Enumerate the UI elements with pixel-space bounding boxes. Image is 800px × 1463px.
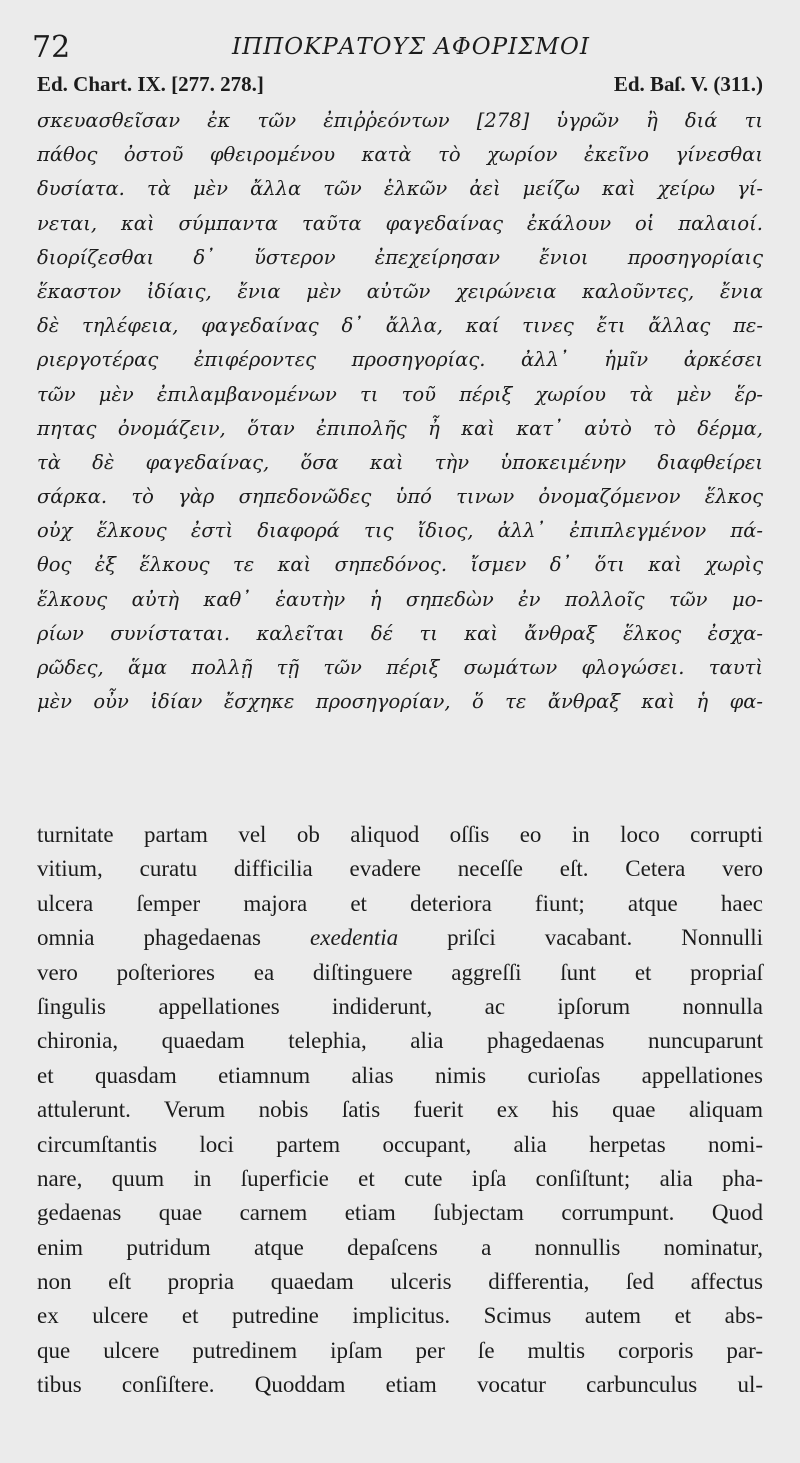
latin-text-line [37, 990, 763, 1024]
greek-text-line: πητας ὀνομάζειν, ὅταν ἐπιπολῆς ἦ καὶ κατ᾽ αὐτὸ τὸ δέρμα, [37, 416, 763, 440]
greek-text-line: ρίων συνίσταται. καλεῖται δέ τι καὶ ἄνθραξ ἕλκος ἐσχα- [37, 621, 763, 645]
greek-text-line: ἕκαστον ἰδίαις, ἔνια μὲν αὐτῶν χειρώνεια καλοῦντες, ἔνια [37, 279, 763, 303]
latin-text-span: omnia phagedaenas [37, 925, 311, 951]
latin-text-line [37, 852, 763, 886]
latin-text-line [37, 1162, 763, 1196]
greek-text-line: δυσίατα. τὰ μὲν ἄλλα τῶν ἑλκῶν ἀεὶ μείζω καὶ χείρω γί- [37, 177, 763, 201]
latin-text-span: gedaenas quae carnem etiam ſubjectam corrumpunt. Quod [37, 1200, 763, 1226]
latin-text-span: ex ulcere et putredine implicitus. Scimus autem et abs- [37, 1303, 763, 1329]
latin-text-line [37, 1093, 763, 1127]
greek-text-line: μὲν οὖν ἰδίαν ἔσχηκε προσηγορίαν, ὅ τε ἄνθραξ καὶ ἡ φα- [37, 690, 763, 714]
latin-text-span: non eſt propria quaedam ulceris differentia, ſed affectus [37, 1269, 763, 1295]
edition-chartier-ref: Ed. Chart. IX. [277. 278.] [37, 72, 264, 96]
greek-text-line: τῶν μὲν ἐπιλαμβανομένων τι τοῦ πέριξ χωρίου τὰ μὲν ἕρ- [37, 382, 763, 406]
greek-text-line: οὐχ ἕλκους ἐστὶ διαφορά τις ἴδιος, ἀλλ᾽ ἐπιπλεγμένον πά- [37, 519, 763, 543]
latin-text-span: tibus conſiſtere. Quoddam etiam vocatur carbunculus ul- [37, 1372, 763, 1398]
edition-reference-row [37, 72, 763, 102]
greek-text-line: δὲ τηλέφεια, φαγεδαίνας δ᾽ ἄλλα, καί τινες ἔτι ἄλλας πε- [37, 314, 763, 338]
latin-text-span: chironia, quaedam telephia, alia phagedaenas nuncuparunt [37, 1028, 763, 1054]
greek-text-line: διορίζεσθαι δ᾽ ὕστερον ἐπεχείρησαν ἔνιοι προσηγορίαις [37, 245, 763, 269]
latin-text-line [37, 1059, 763, 1093]
latin-text-block [37, 818, 763, 1403]
latin-text-span: nare, quum in ſuperficie et cute ipſa conſiſtunt; alia pha- [37, 1165, 763, 1191]
running-title: ΙΠΠΟΚΡΑΤΟΥΣ ΑΦΟΡΙΣΜΟΙ [232, 34, 590, 60]
greek-text-line: θος ἐξ ἕλκους τε καὶ σηπεδόνος. ἴσμεν δ᾽ ὅτι καὶ χωρὶς [37, 553, 763, 577]
latin-text-span: ulcera ſemper majora et deteriora fiunt; atque haec [37, 890, 763, 916]
italic-term: exedentia [310, 925, 399, 951]
latin-text-line [37, 1196, 763, 1230]
greek-text-block [37, 104, 763, 719]
greek-text-line: ριεργοτέρας ἐπιφέροντες προσηγορίας. ἀλλ᾽ ἡμῖν ἀρκέσει [37, 348, 763, 372]
latin-text-span: attulerunt. Verum nobis ſatis fuerit ex his quae aliquam [37, 1097, 763, 1123]
latin-text-line [37, 1024, 763, 1058]
greek-text-line: σάρκα. τὸ γὰρ σηπεδονῶδες ὑπό τινων ὀνομαζόμενον ἕλκος [37, 485, 763, 509]
latin-text-span: et quasdam etiamnum alias nimis curioſas appellationes [37, 1062, 763, 1088]
page-number: 72 [32, 30, 71, 65]
greek-text-line: ρῶδες, ἅμα πολλῇ τῇ τῶν πέριξ σωμάτων φλογώσει. ταυτὶ [37, 656, 763, 679]
latin-text-span: vero poſteriores ea diſtinguere aggreſſi ſunt et propriaſ [37, 959, 763, 985]
latin-text-line [37, 887, 763, 921]
latin-text-line [37, 818, 763, 852]
greek-text-line: νεται, καὶ σύμπαντα ταῦτα φαγεδαίνας ἐκάλουν οἱ παλαιοί. [37, 211, 763, 235]
latin-text-span: turnitate partam vel ob aliquod oſſis eo in loco corrupti [37, 822, 763, 847]
latin-text-line [37, 1231, 763, 1265]
greek-text-line: τὰ δὲ φαγεδαίνας, ὅσα καὶ τὴν ὑποκειμένην διαφθείρει [37, 450, 763, 474]
latin-text-span: circumſtantis loci partem occupant, alia herpetas nomi- [37, 1131, 763, 1157]
latin-text-span: que ulcere putredinem ipſam per ſe multis corporis par- [37, 1337, 763, 1363]
greek-text-line: σκευασθεῖσαν ἐκ τῶν ἐπιῤῥεόντων [278] ὑγρῶν ἢ διά τι [37, 109, 763, 132]
latin-text-line [37, 1299, 763, 1333]
latin-text-line [37, 921, 763, 955]
latin-text-span: enim putridum atque depaſcens a nonnullis nominatur, [37, 1234, 763, 1260]
latin-text-line [37, 1334, 763, 1368]
latin-text-line [37, 1128, 763, 1162]
greek-text-line: ἕλκους αὐτὴ καθ᾽ ἑαυτὴν ἡ σηπεδὼν ἐν πολλοῖς τῶν μο- [37, 587, 763, 611]
edition-basel-ref: Ed. Baſ. V. (311.) [613, 72, 763, 96]
page-header [32, 30, 767, 70]
latin-text-line [37, 1368, 763, 1402]
latin-text-span: vitium, curatu difficilia evadere neceſſe eſt. Cetera vero [37, 856, 763, 882]
latin-text-line [37, 1265, 763, 1299]
latin-text-span: priſci vacabant. Nonnulli [398, 925, 764, 951]
latin-text-line [37, 956, 763, 990]
latin-text-span: ſingulis appellationes indiderunt, ac ipſorum nonnulla [37, 993, 763, 1019]
greek-text-line: πάθος ὀστοῦ φθειρομένου κατὰ τὸ χωρίον ἐκεῖνο γίνεσθαι [37, 143, 763, 167]
